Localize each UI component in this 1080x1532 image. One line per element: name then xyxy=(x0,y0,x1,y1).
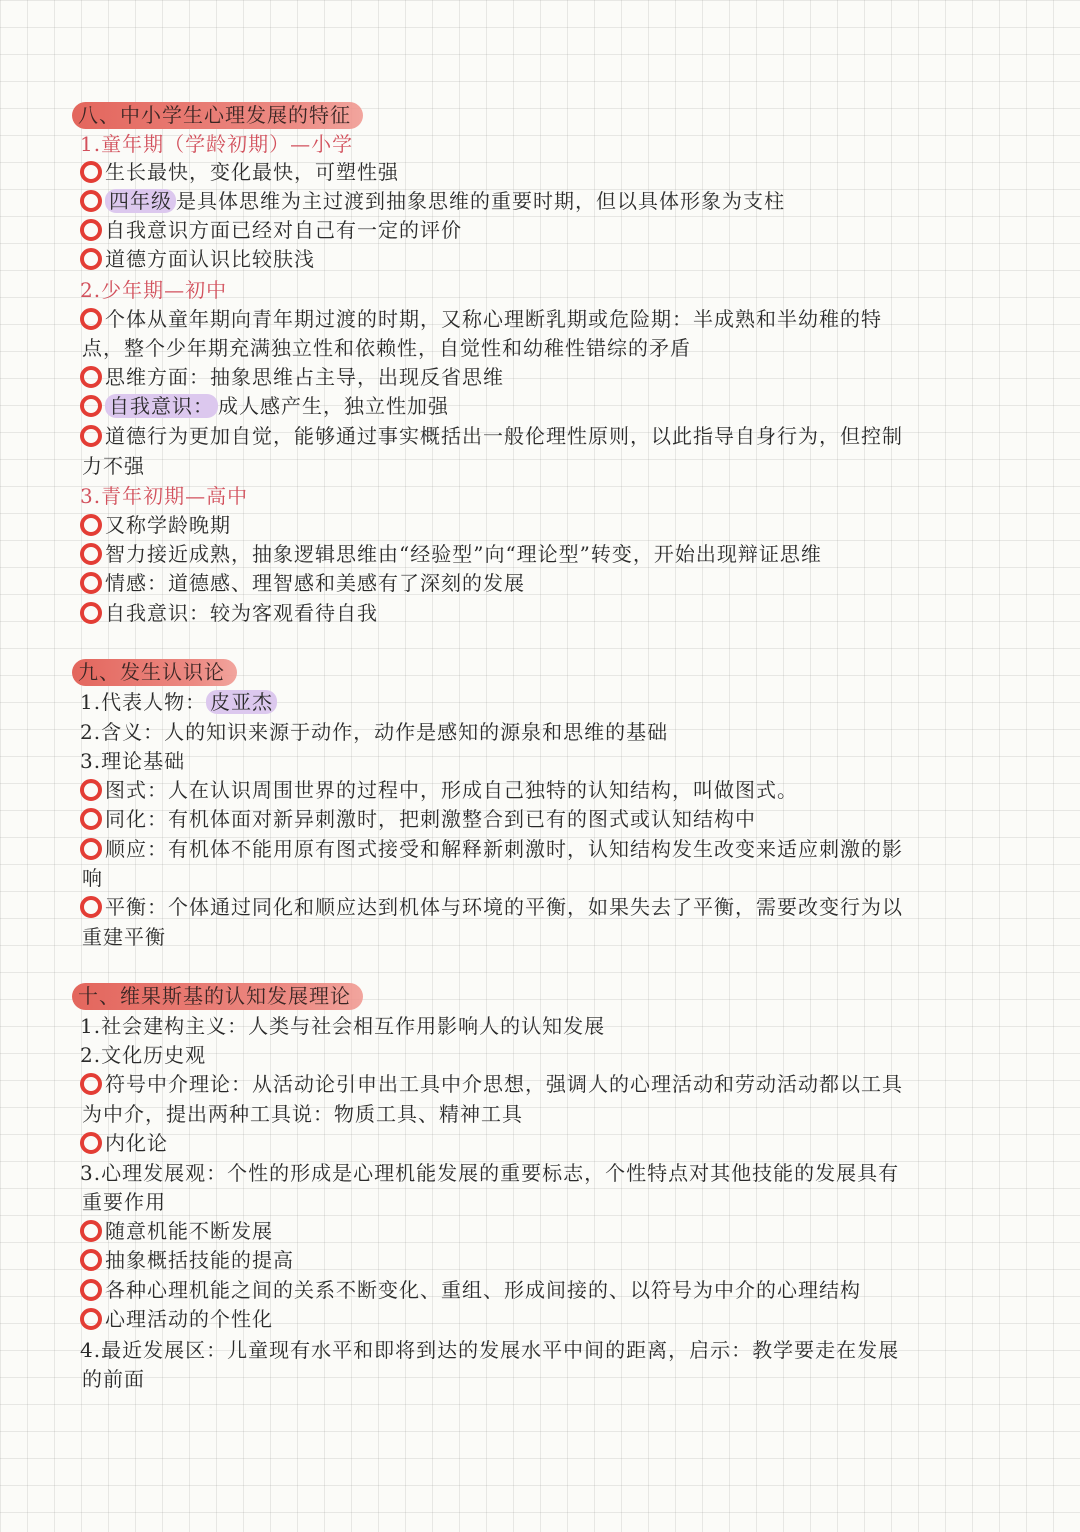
highlight: 皮亚杰 xyxy=(206,690,277,714)
list-item: 符号中介理论：从活动论引申出工具中介思想，强调人的心理活动和劳动活动都以工具 xyxy=(80,1070,1010,1100)
red-circle-bullet-icon xyxy=(80,425,102,447)
list-item-continuation: 为中介，提出两种工具说：物质工具、精神工具 xyxy=(82,1102,523,1126)
section-9-title: 九、发生认识论 xyxy=(72,659,237,686)
list-item: 心理活动的个性化 xyxy=(80,1305,1010,1335)
red-circle-bullet-icon xyxy=(80,838,102,860)
list-item: 道德行为更加自觉，能够通过事实概括出一般伦理性原则，以此指导自身行为，但控制 xyxy=(80,422,1010,452)
highlight: 自我意识： xyxy=(105,394,218,418)
red-circle-bullet-icon xyxy=(80,1249,102,1271)
list-item: 自我意识：较为客观看待自我 xyxy=(80,599,1010,629)
list-item-continuation: 响 xyxy=(82,866,103,890)
red-circle-bullet-icon xyxy=(80,161,102,183)
red-circle-bullet-icon xyxy=(80,366,102,388)
list-item: 随意机能不断发展 xyxy=(80,1217,1010,1247)
red-circle-bullet-icon xyxy=(80,808,102,830)
red-circle-bullet-icon xyxy=(80,896,102,918)
list-item: 生长最快，变化最快，可塑性强 xyxy=(80,158,1010,188)
list-item: 顺应：有机体不能用原有图式接受和解释新刺激时，认知结构发生改变来适应刺激的影 xyxy=(80,835,1010,865)
red-circle-bullet-icon xyxy=(80,1073,102,1095)
text-line-continuation: 的前面 xyxy=(82,1367,145,1391)
red-circle-bullet-icon xyxy=(80,1308,102,1330)
list-item: 抽象概括技能的提高 xyxy=(80,1246,1010,1276)
list-item: 图式：人在认识周围世界的过程中，形成自己独特的认知结构，叫做图式。 xyxy=(80,776,1010,806)
text-line: 3.理论基础 xyxy=(80,749,186,773)
red-circle-bullet-icon xyxy=(80,572,102,594)
red-circle-bullet-icon xyxy=(80,1279,102,1301)
list-item: 情感：道德感、理智感和美感有了深刻的发展 xyxy=(80,569,1010,599)
red-circle-bullet-icon xyxy=(80,308,102,330)
list-item: 思维方面：抽象思维占主导，出现反省思维 xyxy=(80,363,1010,393)
highlight: 四年级 xyxy=(105,189,176,213)
red-circle-bullet-icon xyxy=(80,395,102,417)
text-line: 3.心理发展观：个性的形成是心理机能发展的重要标志，个性特点对其他技能的发展具有 xyxy=(80,1161,900,1185)
list-item: 智力接近成熟，抽象逻辑思维由“经验型”向“理论型”转变，开始出现辩证思维 xyxy=(80,540,1010,570)
red-circle-bullet-icon xyxy=(80,190,102,212)
text-line-continuation: 重要作用 xyxy=(82,1190,166,1214)
red-circle-bullet-icon xyxy=(80,543,102,565)
list-item: 平衡：个体通过同化和顺应达到机体与环境的平衡，如果失去了平衡，需要改变行为以 xyxy=(80,893,1010,923)
list-item: 个体从童年期向青年期过渡的时期，又称心理断乳期或危险期：半成熟和半幼稚的特 xyxy=(80,305,1010,335)
list-item-continuation: 重建平衡 xyxy=(82,925,166,949)
list-item: 四年级 是具体思维为主过渡到抽象思维的重要时期，但以具体形象为支柱 xyxy=(80,187,1010,217)
section-8-sub-2-title: 2.少年期—初中 xyxy=(80,278,228,302)
list-item: 同化：有机体面对新异刺激时，把刺激整合到已有的图式或认知结构中 xyxy=(80,805,1010,835)
list-item-continuation: 力不强 xyxy=(82,454,145,478)
red-circle-bullet-icon xyxy=(80,779,102,801)
list-item-continuation: 点，整个少年期充满独立性和依赖性，自觉性和幼稚性错综的矛盾 xyxy=(82,336,691,360)
text-line: 1.社会建构主义：人类与社会相互作用影响人的认知发展 xyxy=(80,1014,606,1038)
section-10-title: 十、维果斯基的认知发展理论 xyxy=(72,983,363,1010)
red-circle-bullet-icon xyxy=(80,248,102,270)
red-circle-bullet-icon xyxy=(80,602,102,624)
text-line: 2.文化历史观 xyxy=(80,1043,207,1067)
section-8-title: 八、中小学生心理发展的特征 xyxy=(72,102,363,129)
list-item: 自我意识： 成人感产生，独立性加强 xyxy=(80,392,1010,422)
red-circle-bullet-icon xyxy=(80,514,102,536)
text-line: 4.最近发展区：儿童现有水平和即将到达的发展水平中间的距离，启示：教学要走在发展 xyxy=(80,1338,900,1362)
section-8-sub-3-title: 3.青年初期—高中 xyxy=(80,484,249,508)
red-circle-bullet-icon xyxy=(80,1220,102,1242)
list-item: 自我意识方面已经对自己有一定的评价 xyxy=(80,216,1010,246)
red-circle-bullet-icon xyxy=(80,219,102,241)
list-item: 各种心理机能之间的关系不断变化、重组、形成间接的、以符号为中介的心理结构 xyxy=(80,1276,1010,1306)
list-item: 内化论 xyxy=(80,1129,1010,1159)
list-item: 道德方面认识比较肤浅 xyxy=(80,245,1010,275)
section-8-sub-1-title: 1.童年期（学龄初期）—小学 xyxy=(80,132,354,156)
red-circle-bullet-icon xyxy=(80,1132,102,1154)
list-item: 又称学龄晚期 xyxy=(80,511,1010,541)
text-line: 2.含义：人的知识来源于动作，动作是感知的源泉和思维的基础 xyxy=(80,720,669,744)
text-line: 1.代表人物： 皮亚杰 xyxy=(80,688,1010,718)
